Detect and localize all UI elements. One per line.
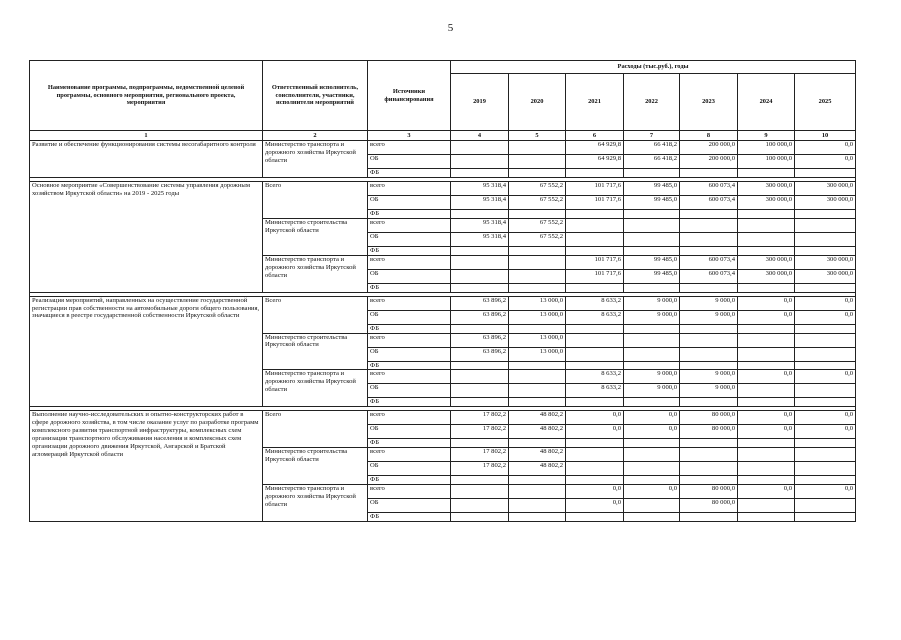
expense-value xyxy=(738,169,795,178)
expense-value xyxy=(738,232,795,246)
table-row xyxy=(30,181,856,195)
program-name: Основное мероприятие «Совершенствование системы управления дорожным хозяйством Иркутской области» на 2019 - 2025 годы xyxy=(30,181,263,292)
funding-source: ФБ xyxy=(368,513,451,522)
expense-value xyxy=(738,333,795,347)
expense-value xyxy=(680,361,738,370)
expense-value: 63 896,2 xyxy=(451,310,509,324)
funding-source: ФБ xyxy=(368,246,451,255)
expense-value xyxy=(795,209,856,218)
expense-value xyxy=(738,499,795,513)
funding-source: ОБ xyxy=(368,384,451,398)
expense-value xyxy=(566,476,624,485)
funding-source: ФБ xyxy=(368,398,451,407)
program-name: Реализация мероприятий, направленных на осуществление государственной регистрации прав собственности на автомобильные дороги общего пользования, значащиеся в реестре государственной собственности Иркутской области xyxy=(30,296,263,407)
expense-value xyxy=(738,324,795,333)
funding-source: всего xyxy=(368,411,451,425)
expense-value xyxy=(509,513,566,522)
expense-value: 95 318,4 xyxy=(451,181,509,195)
expense-value xyxy=(451,269,509,283)
expense-value: 63 896,2 xyxy=(451,296,509,310)
expense-value xyxy=(680,232,738,246)
expense-value: 64 929,8 xyxy=(566,141,624,155)
expense-value xyxy=(509,439,566,448)
header-name: Наименование программы, подпрограммы, ведомственной целевой программы, основного мероприятия, регионального проекта, мероприятия xyxy=(30,61,263,131)
expense-value: 100 000,0 xyxy=(738,155,795,169)
page-number: 5 xyxy=(447,22,454,34)
expense-value xyxy=(680,333,738,347)
expense-value: 67 552,2 xyxy=(509,181,566,195)
expense-value xyxy=(738,448,795,462)
funding-source: всего xyxy=(368,333,451,347)
expense-value: 300 000,0 xyxy=(795,195,856,209)
expense-value xyxy=(566,283,624,292)
funding-source: всего xyxy=(368,448,451,462)
expense-value: 99 485,0 xyxy=(624,195,680,209)
executor-cell: Всего xyxy=(263,411,368,448)
expense-value: 8 633,2 xyxy=(566,310,624,324)
expense-value: 200 000,0 xyxy=(680,141,738,155)
expense-value: 13 000,0 xyxy=(509,347,566,361)
funding-source: всего xyxy=(368,296,451,310)
expense-value xyxy=(509,246,566,255)
expense-value: 64 929,8 xyxy=(566,155,624,169)
executor-cell: Всего xyxy=(263,181,368,218)
expense-value: 67 552,2 xyxy=(509,195,566,209)
expense-value: 63 896,2 xyxy=(451,347,509,361)
expense-value xyxy=(738,283,795,292)
expense-value: 0,0 xyxy=(795,370,856,384)
column-number: 3 xyxy=(368,131,451,141)
expense-value: 80 000,0 xyxy=(680,425,738,439)
expense-value: 600 073,4 xyxy=(680,255,738,269)
column-number: 2 xyxy=(263,131,368,141)
expense-value: 0,0 xyxy=(738,411,795,425)
expense-value xyxy=(451,476,509,485)
header-source: Источники финансирования xyxy=(368,61,451,131)
funding-source: ОБ xyxy=(368,499,451,513)
expense-value xyxy=(795,499,856,513)
expense-value xyxy=(566,218,624,232)
funding-source: всего xyxy=(368,218,451,232)
expense-value: 0,0 xyxy=(795,411,856,425)
expense-value xyxy=(624,398,680,407)
executor-cell: Министерство транспорта и дорожного хозяйства Иркутской области xyxy=(263,141,368,178)
header-year: 2025 xyxy=(795,74,856,131)
expense-value: 13 000,0 xyxy=(509,296,566,310)
expense-value xyxy=(738,384,795,398)
expense-value xyxy=(738,398,795,407)
expense-value: 300 000,0 xyxy=(795,255,856,269)
expense-value xyxy=(795,361,856,370)
expense-value: 67 552,2 xyxy=(509,218,566,232)
expense-value: 300 000,0 xyxy=(795,181,856,195)
expense-value: 0,0 xyxy=(738,296,795,310)
expense-value: 80 000,0 xyxy=(680,411,738,425)
expense-value: 0,0 xyxy=(624,425,680,439)
expense-value: 8 633,2 xyxy=(566,296,624,310)
expense-value: 300 000,0 xyxy=(795,269,856,283)
expense-value xyxy=(738,209,795,218)
funding-source: всего xyxy=(368,485,451,499)
expense-value xyxy=(795,439,856,448)
expense-value xyxy=(451,283,509,292)
expense-value xyxy=(451,439,509,448)
expense-value xyxy=(680,448,738,462)
expense-value: 300 000,0 xyxy=(738,255,795,269)
expense-value: 9 000,0 xyxy=(680,310,738,324)
expense-value: 9 000,0 xyxy=(680,370,738,384)
header-expenses: Расходы (тыс.руб.), годы xyxy=(451,61,856,74)
expense-value: 0,0 xyxy=(795,296,856,310)
expense-value xyxy=(624,476,680,485)
expense-value xyxy=(509,384,566,398)
funding-source: всего xyxy=(368,141,451,155)
funding-source: всего xyxy=(368,370,451,384)
expense-value: 9 000,0 xyxy=(624,370,680,384)
funding-source: всего xyxy=(368,181,451,195)
expense-value: 95 318,4 xyxy=(451,232,509,246)
funding-source: ФБ xyxy=(368,439,451,448)
expense-value xyxy=(680,169,738,178)
expense-value: 600 073,4 xyxy=(680,269,738,283)
column-number: 1 xyxy=(30,131,263,141)
column-number: 6 xyxy=(566,131,624,141)
expense-value xyxy=(795,448,856,462)
expense-value: 48 802,2 xyxy=(509,425,566,439)
expense-value: 600 073,4 xyxy=(680,181,738,195)
expense-value: 101 717,6 xyxy=(566,195,624,209)
expense-value xyxy=(509,283,566,292)
expense-value xyxy=(566,439,624,448)
expense-value xyxy=(624,324,680,333)
expense-value xyxy=(795,513,856,522)
expense-value: 9 000,0 xyxy=(680,384,738,398)
expense-value: 48 802,2 xyxy=(509,411,566,425)
expense-value: 48 802,2 xyxy=(509,462,566,476)
expense-value xyxy=(509,269,566,283)
expense-value xyxy=(738,347,795,361)
expense-value xyxy=(624,246,680,255)
expense-value: 63 896,2 xyxy=(451,333,509,347)
column-number: 7 xyxy=(624,131,680,141)
expense-value: 100 000,0 xyxy=(738,141,795,155)
executor-cell: Министерство строительства Иркутской области xyxy=(263,333,368,370)
expense-value xyxy=(795,333,856,347)
expense-value xyxy=(738,513,795,522)
funding-source: ОБ xyxy=(368,232,451,246)
funding-source: ОБ xyxy=(368,195,451,209)
executor-cell: Министерство транспорта и дорожного хозяйства Иркутской области xyxy=(263,255,368,292)
expense-value xyxy=(509,476,566,485)
expense-value: 95 318,4 xyxy=(451,218,509,232)
expense-value xyxy=(795,476,856,485)
expense-value: 600 073,4 xyxy=(680,195,738,209)
expense-value xyxy=(795,283,856,292)
expense-value xyxy=(624,462,680,476)
expense-value xyxy=(738,439,795,448)
column-number: 5 xyxy=(509,131,566,141)
expense-value xyxy=(680,347,738,361)
expense-value: 0,0 xyxy=(795,485,856,499)
expense-value: 300 000,0 xyxy=(738,181,795,195)
expense-value: 99 485,0 xyxy=(624,181,680,195)
expense-value xyxy=(451,513,509,522)
expense-value: 0,0 xyxy=(566,499,624,513)
expense-value xyxy=(566,209,624,218)
expense-value xyxy=(738,462,795,476)
expense-value xyxy=(795,246,856,255)
expense-value xyxy=(566,324,624,333)
expense-value xyxy=(451,361,509,370)
expense-value: 0,0 xyxy=(624,411,680,425)
expense-value xyxy=(624,209,680,218)
expense-value xyxy=(624,439,680,448)
expense-value xyxy=(566,398,624,407)
header-year: 2019 xyxy=(451,74,509,131)
expense-value xyxy=(624,513,680,522)
expense-value: 0,0 xyxy=(566,411,624,425)
expense-value xyxy=(566,169,624,178)
expense-value: 99 485,0 xyxy=(624,255,680,269)
expense-value xyxy=(451,370,509,384)
expense-value xyxy=(680,513,738,522)
expense-value xyxy=(566,513,624,522)
expense-value xyxy=(509,361,566,370)
expense-value: 66 418,2 xyxy=(624,141,680,155)
expense-value xyxy=(509,324,566,333)
funding-source: ФБ xyxy=(368,283,451,292)
expense-value xyxy=(509,485,566,499)
column-number: 9 xyxy=(738,131,795,141)
executor-cell: Министерство транспорта и дорожного хозяйства Иркутской области xyxy=(263,485,368,522)
expense-value: 200 000,0 xyxy=(680,155,738,169)
expense-value xyxy=(451,155,509,169)
funding-source: всего xyxy=(368,255,451,269)
expense-value: 9 000,0 xyxy=(624,384,680,398)
expense-value xyxy=(624,448,680,462)
expense-value: 300 000,0 xyxy=(738,269,795,283)
expense-value xyxy=(509,398,566,407)
header-year: 2023 xyxy=(680,74,738,131)
expense-value xyxy=(566,448,624,462)
expense-value xyxy=(509,209,566,218)
expense-value: 17 802,2 xyxy=(451,425,509,439)
funding-source: ФБ xyxy=(368,169,451,178)
executor-cell: Министерство строительства Иркутской области xyxy=(263,218,368,255)
expense-value xyxy=(680,476,738,485)
expense-value: 17 802,2 xyxy=(451,462,509,476)
expense-value xyxy=(566,232,624,246)
expense-value xyxy=(451,499,509,513)
header-year: 2024 xyxy=(738,74,795,131)
expense-value: 0,0 xyxy=(795,310,856,324)
expense-value: 99 485,0 xyxy=(624,269,680,283)
expense-value: 101 717,6 xyxy=(566,181,624,195)
expense-value xyxy=(795,462,856,476)
expense-value xyxy=(451,324,509,333)
expense-value xyxy=(624,499,680,513)
expense-value: 80 000,0 xyxy=(680,485,738,499)
executor-cell: Министерство строительства Иркутской области xyxy=(263,448,368,485)
expense-value xyxy=(738,218,795,232)
funding-source: ОБ xyxy=(368,269,451,283)
funding-source: ФБ xyxy=(368,209,451,218)
expense-value: 0,0 xyxy=(738,425,795,439)
expense-value xyxy=(624,361,680,370)
expense-value xyxy=(738,246,795,255)
executor-cell: Всего xyxy=(263,296,368,333)
program-name: Выполнение научно-исследовательских и опытно-конструкторских работ в сфере дорожного хозяйства, в том числе оказание услуг по разработке программ комплексного развития транспортной инфраструктуры, комплексных схем организации транспортного обслуживания населения и комплексных схем организации дорожного движения Иркутской, Ангарской и Братской агломераций Иркутской области xyxy=(30,411,263,522)
expense-value xyxy=(795,232,856,246)
expense-value xyxy=(451,169,509,178)
header-year: 2021 xyxy=(566,74,624,131)
expense-value xyxy=(738,476,795,485)
table-row xyxy=(30,141,856,155)
expense-value xyxy=(566,333,624,347)
expense-value: 67 552,2 xyxy=(509,232,566,246)
expense-value xyxy=(451,384,509,398)
expense-value: 0,0 xyxy=(738,370,795,384)
expense-value: 9 000,0 xyxy=(624,310,680,324)
expense-value: 8 633,2 xyxy=(566,370,624,384)
expense-value xyxy=(624,283,680,292)
expense-value: 300 000,0 xyxy=(738,195,795,209)
expense-value xyxy=(566,462,624,476)
expense-value xyxy=(566,347,624,361)
expense-value xyxy=(451,255,509,269)
expense-value xyxy=(624,347,680,361)
expense-value xyxy=(509,141,566,155)
expense-value: 48 802,2 xyxy=(509,448,566,462)
expense-value xyxy=(738,361,795,370)
expense-value xyxy=(795,218,856,232)
expense-value xyxy=(624,333,680,347)
column-number: 10 xyxy=(795,131,856,141)
expense-value xyxy=(680,218,738,232)
expense-value xyxy=(451,141,509,155)
expense-value xyxy=(509,255,566,269)
expense-value: 0,0 xyxy=(795,155,856,169)
expense-value xyxy=(680,209,738,218)
expense-value xyxy=(795,324,856,333)
expense-value: 0,0 xyxy=(566,485,624,499)
expense-value xyxy=(451,209,509,218)
expense-value xyxy=(566,361,624,370)
expense-value xyxy=(680,324,738,333)
expense-value: 0,0 xyxy=(738,310,795,324)
expense-value xyxy=(451,398,509,407)
expense-value xyxy=(509,370,566,384)
expense-value xyxy=(509,169,566,178)
expense-value: 17 802,2 xyxy=(451,411,509,425)
expense-value xyxy=(680,398,738,407)
column-number: 8 xyxy=(680,131,738,141)
expense-value: 0,0 xyxy=(795,141,856,155)
funding-source: ОБ xyxy=(368,155,451,169)
expense-value xyxy=(680,462,738,476)
funding-source: ОБ xyxy=(368,310,451,324)
header-year: 2022 xyxy=(624,74,680,131)
expense-value: 17 802,2 xyxy=(451,448,509,462)
expense-value: 9 000,0 xyxy=(624,296,680,310)
expense-value xyxy=(680,246,738,255)
expense-value xyxy=(795,347,856,361)
expense-value xyxy=(624,169,680,178)
expense-value xyxy=(795,169,856,178)
table-row xyxy=(30,411,856,425)
expense-value: 0,0 xyxy=(738,485,795,499)
budget-table xyxy=(29,60,856,522)
expense-value xyxy=(624,218,680,232)
expense-value xyxy=(795,384,856,398)
table-row xyxy=(30,296,856,310)
funding-source: ФБ xyxy=(368,476,451,485)
expense-value: 13 000,0 xyxy=(509,310,566,324)
header-executor: Ответственный исполнитель, соисполнители, участники, исполнители мероприятий xyxy=(263,61,368,131)
column-number: 4 xyxy=(451,131,509,141)
expense-value: 101 717,6 xyxy=(566,269,624,283)
expense-value xyxy=(509,155,566,169)
expense-value: 0,0 xyxy=(624,485,680,499)
expense-value: 66 418,2 xyxy=(624,155,680,169)
expense-value xyxy=(451,485,509,499)
expense-value xyxy=(451,246,509,255)
funding-source: ОБ xyxy=(368,347,451,361)
expense-value xyxy=(624,232,680,246)
expense-value xyxy=(795,398,856,407)
executor-cell: Министерство транспорта и дорожного хозяйства Иркутской области xyxy=(263,370,368,407)
funding-source: ОБ xyxy=(368,425,451,439)
funding-source: ФБ xyxy=(368,361,451,370)
expense-value xyxy=(680,283,738,292)
expense-value: 80 000,0 xyxy=(680,499,738,513)
expense-value: 9 000,0 xyxy=(680,296,738,310)
expense-value: 95 318,4 xyxy=(451,195,509,209)
expense-value xyxy=(680,439,738,448)
expense-value: 101 717,6 xyxy=(566,255,624,269)
expense-value xyxy=(566,246,624,255)
header-year: 2020 xyxy=(509,74,566,131)
expense-value: 0,0 xyxy=(795,425,856,439)
expense-value xyxy=(509,499,566,513)
funding-source: ОБ xyxy=(368,462,451,476)
expense-value: 13 000,0 xyxy=(509,333,566,347)
program-name: Развитие и обеспечение функционирования системы весогабаритного контроля xyxy=(30,141,263,178)
funding-source: ФБ xyxy=(368,324,451,333)
expense-value: 0,0 xyxy=(566,425,624,439)
expense-value: 8 633,2 xyxy=(566,384,624,398)
